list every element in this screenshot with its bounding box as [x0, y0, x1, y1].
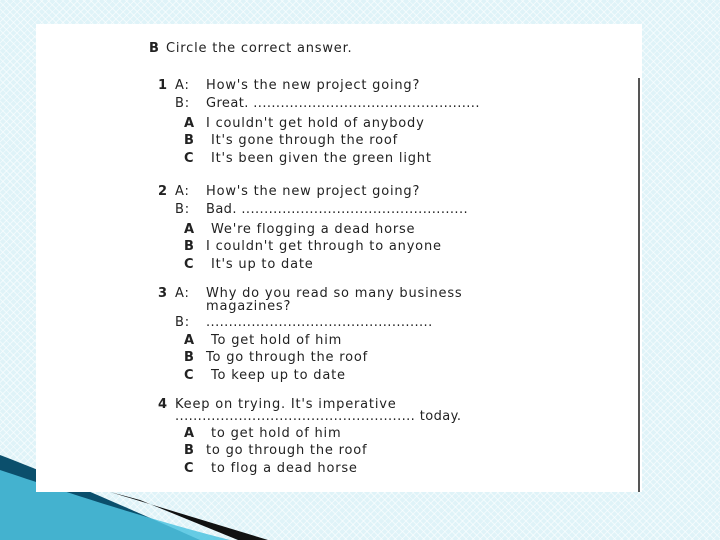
- question-3-number: 3: [158, 286, 168, 301]
- question-1-response-label: B:: [175, 96, 190, 111]
- question-3-prompt-continued: magazines?: [206, 299, 292, 314]
- question-4-prompt: Keep on trying. It's imperative: [175, 397, 397, 412]
- question-4-prompt-continued: ..................................................... today.: [175, 409, 462, 424]
- question-1-option-a: I couldn't get hold of anybody: [206, 116, 425, 131]
- question-4-number: 4: [158, 397, 168, 412]
- question-3-option-b-letter: B: [184, 350, 195, 365]
- question-1-option-b-letter: B: [184, 133, 195, 148]
- page-right-border: [638, 78, 640, 492]
- question-1-response: Great. ..................................................: [206, 96, 480, 111]
- question-2-response: Bad. ..................................................: [206, 202, 469, 217]
- question-1-option-c: It's been given the green light: [211, 151, 432, 166]
- question-2-option-c-letter: C: [184, 257, 195, 272]
- question-4-option-c-letter: C: [184, 461, 195, 476]
- question-4-option-b: to go through the roof: [206, 443, 368, 458]
- question-4-option-a: to get hold of him: [211, 426, 342, 441]
- worksheet-page: [36, 24, 642, 492]
- question-3-option-c-letter: C: [184, 368, 195, 383]
- question-4-option-a-letter: A: [184, 426, 195, 441]
- question-3-option-a-letter: A: [184, 333, 195, 348]
- question-3-prompt-label: A:: [175, 286, 190, 301]
- question-2-option-c: It's up to date: [211, 257, 314, 272]
- question-1-option-b: It's gone through the roof: [211, 133, 399, 148]
- question-2-option-a: We're flogging a dead horse: [211, 222, 416, 237]
- question-3-response-label: B:: [175, 315, 190, 330]
- question-3-option-b: To go through the roof: [206, 350, 368, 365]
- exercise-heading-letter: B: [149, 41, 160, 56]
- question-1-prompt: How's the new project going?: [206, 78, 421, 93]
- question-2-number: 2: [158, 184, 168, 199]
- exercise-heading: Circle the correct answer.: [166, 41, 353, 56]
- question-4-option-c: to flog a dead horse: [211, 461, 358, 476]
- question-1-number: 1: [158, 78, 168, 93]
- question-2-option-a-letter: A: [184, 222, 195, 237]
- question-2-response-label: B:: [175, 202, 190, 217]
- question-3-option-a: To get hold of him: [211, 333, 343, 348]
- question-1-prompt-label: A:: [175, 78, 190, 93]
- question-4-option-b-letter: B: [184, 443, 195, 458]
- question-1-option-a-letter: A: [184, 116, 195, 131]
- question-3-option-c: To keep up to date: [211, 368, 346, 383]
- question-2-option-b: I couldn't get through to anyone: [206, 239, 442, 254]
- question-2-prompt-label: A:: [175, 184, 190, 199]
- question-3-prompt: Why do you read so many business: [206, 286, 463, 301]
- question-2-prompt: How's the new project going?: [206, 184, 421, 199]
- question-1-option-c-letter: C: [184, 151, 195, 166]
- question-2-option-b-letter: B: [184, 239, 195, 254]
- question-3-response: ..................................................: [206, 315, 433, 330]
